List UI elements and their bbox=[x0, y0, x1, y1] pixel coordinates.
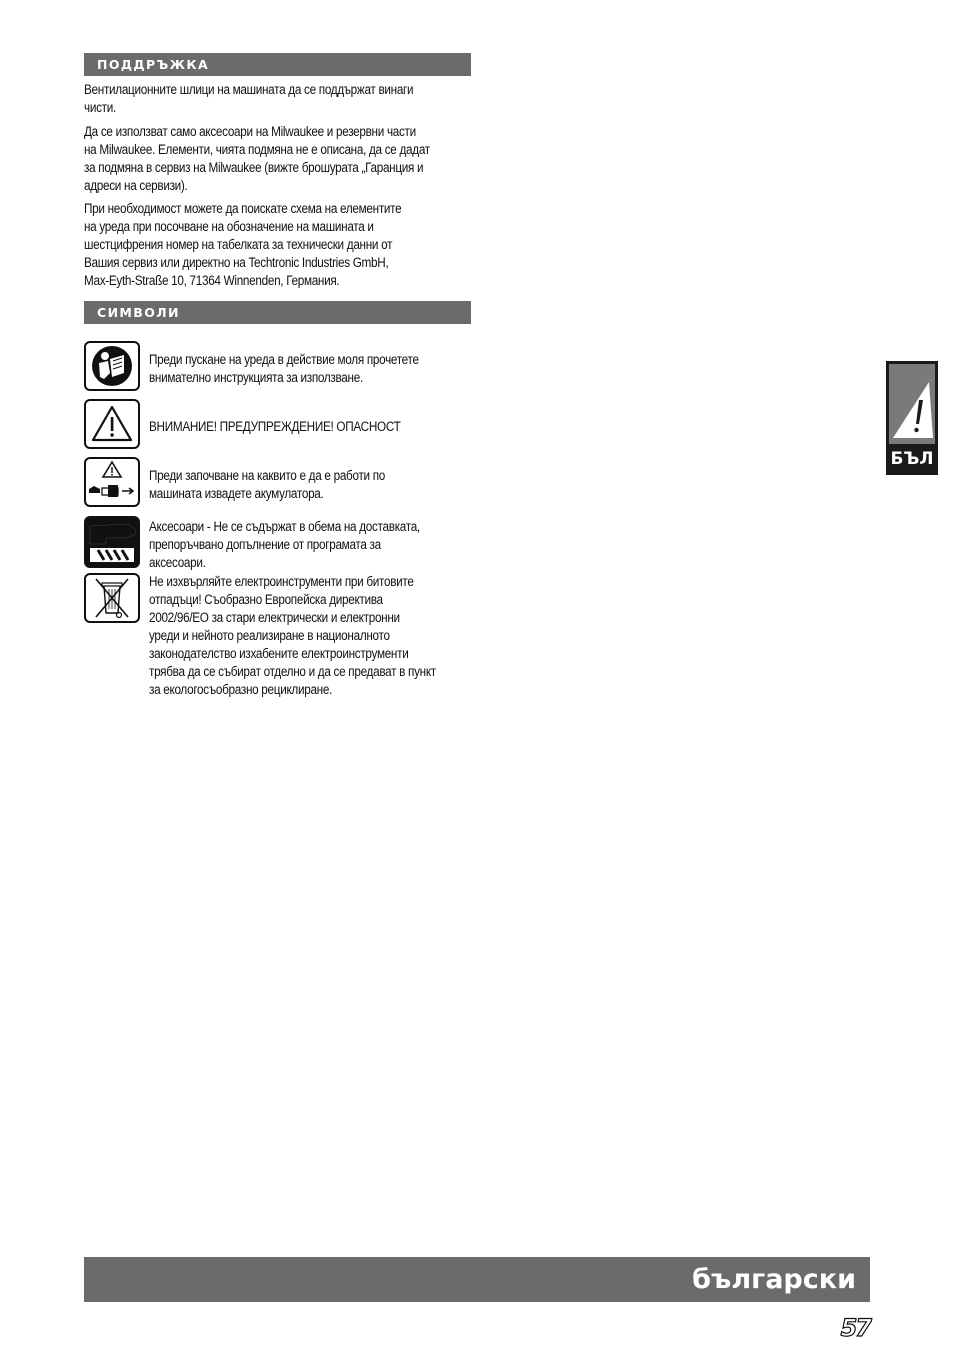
language-label: БЪЛ bbox=[890, 449, 934, 469]
text-line: шестцифрения номер на табелката за технически данни от bbox=[84, 237, 393, 252]
symbols-heading: СИМВОЛИ bbox=[84, 301, 471, 324]
warning-exclamation-icon bbox=[889, 364, 935, 444]
footer-language-title: български bbox=[692, 1264, 856, 1295]
text-line: ВНИМАНИЕ! ПРЕДУПРЕЖДЕНИЕ! ОПАСНОСТ bbox=[149, 419, 401, 434]
text-line: Вашия сервиз или директно на Techtronic Industries GmbH, bbox=[84, 255, 389, 270]
text-line: аксесоари. bbox=[149, 555, 206, 570]
text-line: уреди и нейното реализиране в националното bbox=[149, 628, 390, 643]
read-manual-icon bbox=[84, 341, 140, 391]
text-line: на Milwaukee. Елементи, чията подмяна не е описана, да се дадат bbox=[84, 142, 430, 157]
maintenance-paragraph-2 bbox=[84, 123, 476, 195]
symbol-text-accessory bbox=[149, 518, 471, 572]
footer-bar bbox=[84, 1257, 870, 1302]
maintenance-paragraph-1 bbox=[84, 81, 476, 117]
text-line: Преди започване на каквито е да е работи по bbox=[149, 468, 386, 483]
symbol-text-warning bbox=[149, 418, 471, 436]
text-line: отпадъци! Съобразно Европейска директива bbox=[149, 592, 383, 607]
symbol-text-weee bbox=[149, 573, 471, 699]
text-line: трябва да се събират отделно и да се предават в пункт bbox=[149, 664, 436, 679]
text-line: законодателство изхабените електроинструменти bbox=[149, 646, 409, 661]
text-line: адреси на сервизи). bbox=[84, 178, 188, 193]
maintenance-paragraph-3 bbox=[84, 200, 476, 290]
text-line: 2002/96/ЕО за стари електрически и електронни bbox=[149, 610, 400, 625]
text-line: за екологосъобразно рециклиране. bbox=[149, 682, 333, 697]
weee-bin-icon bbox=[84, 573, 140, 623]
text-line: препоръчвано допълнение от програмата за bbox=[149, 537, 381, 552]
text-line: за подмяна в сервиз на Milwaukee (вижте брошурата „Гаранция и bbox=[84, 160, 424, 175]
page-number: 57 bbox=[840, 1314, 870, 1342]
text-line: При необходимост можете да поискате схема на елементите bbox=[84, 201, 402, 216]
maintenance-heading: ПОДДРЪЖКА bbox=[84, 53, 471, 76]
symbol-text-read-manual bbox=[149, 351, 471, 387]
text-line: машината извадете акумулатора. bbox=[149, 486, 324, 501]
text-line: на уреда при посочване на обозначение на машината и bbox=[84, 219, 374, 234]
text-line: чисти. bbox=[84, 100, 116, 115]
text-line: Аксесоари - Не се съдържат в обема на доставката, bbox=[149, 519, 420, 534]
accessory-icon bbox=[84, 516, 140, 568]
language-tab bbox=[886, 361, 938, 475]
remove-battery-icon bbox=[84, 457, 140, 507]
text-line: Не изхвърляйте електроинструменти при битовите bbox=[149, 574, 414, 589]
text-line: Max-Eyth-Straße 10, 71364 Winnenden, Германия. bbox=[84, 273, 340, 288]
text-line: Да се използват само аксесоари на Milwaukee и резервни части bbox=[84, 124, 416, 139]
symbol-text-remove-battery bbox=[149, 467, 471, 503]
warning-triangle-icon bbox=[84, 399, 140, 449]
text-line: Преди пускане на уреда в действие моля прочетете bbox=[149, 352, 419, 367]
text-line: внимателно инструкцията за използване. bbox=[149, 370, 363, 385]
text-line: Вентилационните шлици на машината да се поддържат винаги bbox=[84, 82, 414, 97]
